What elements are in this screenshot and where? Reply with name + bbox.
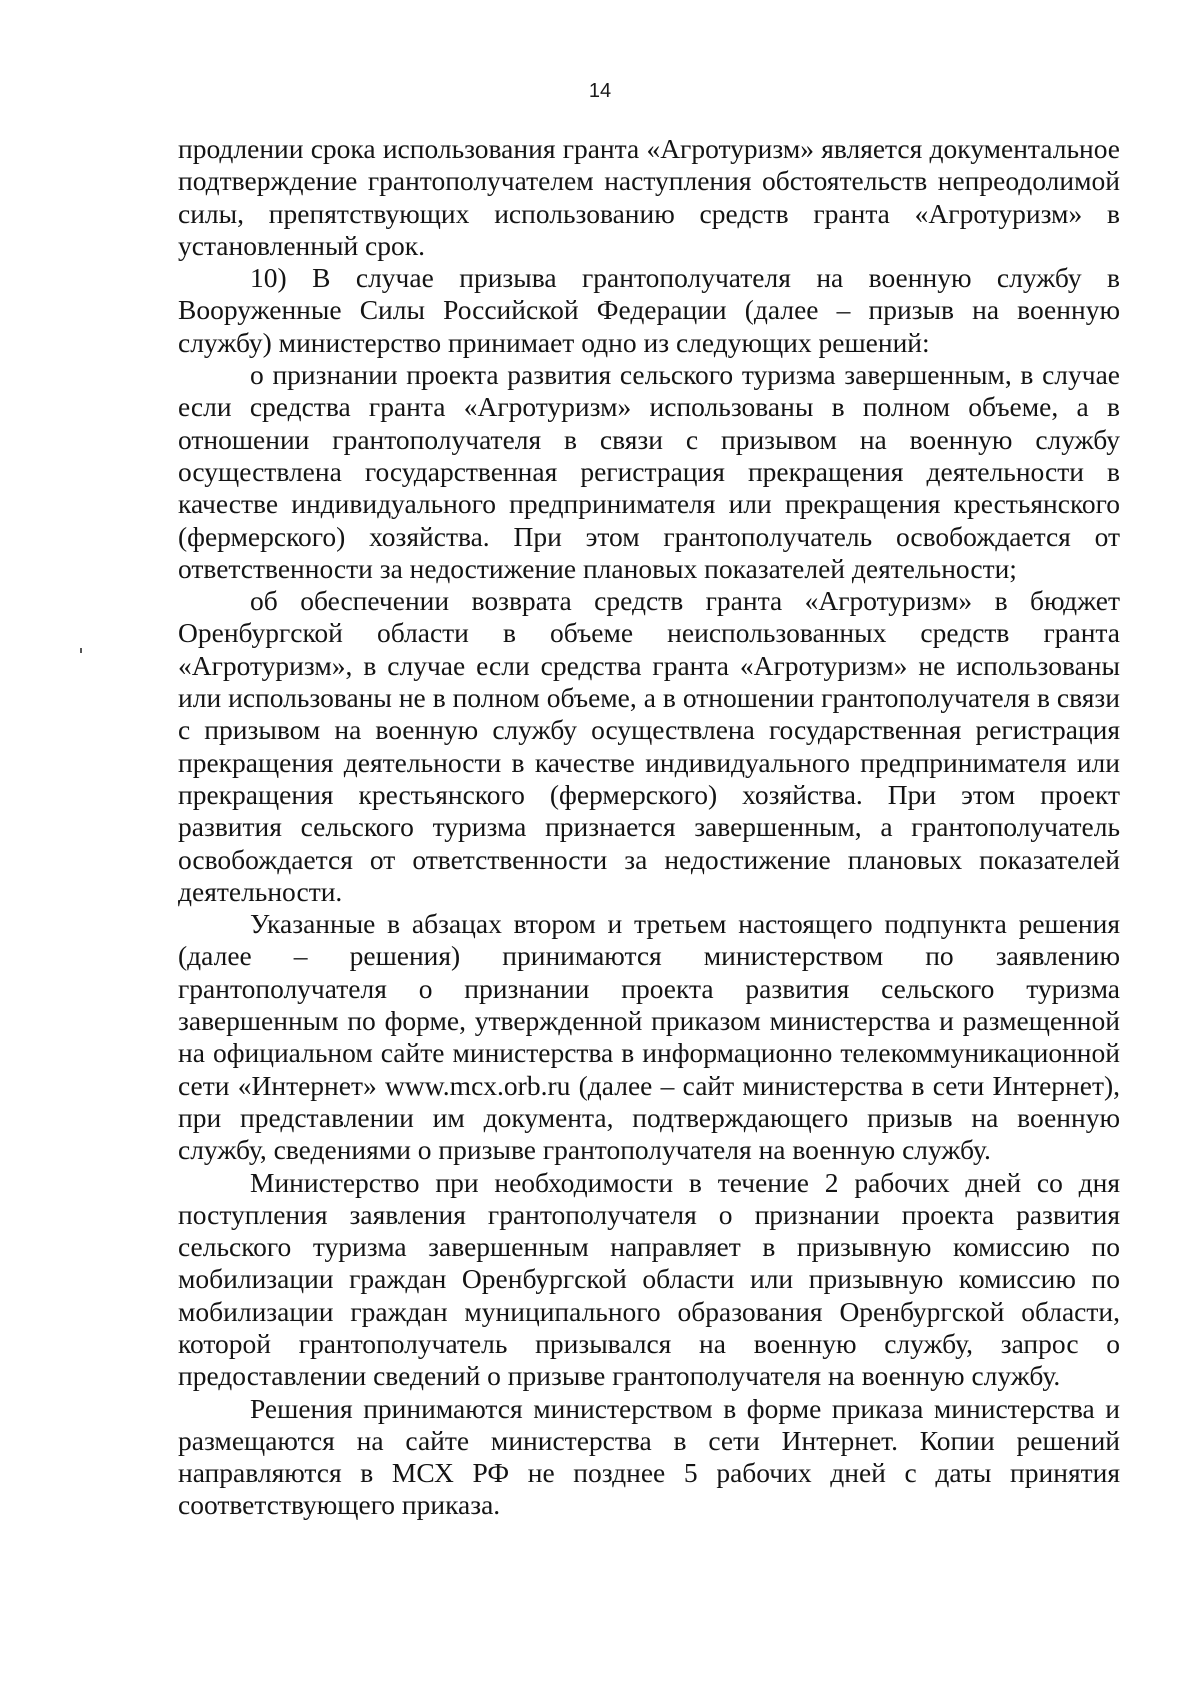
paragraph-grant-extension: продлении срока использования гранта «Агротуризм» является документальное подтверждение грантополучателем наступления обстоятельств непреодолимой силы, препятствующих использованию средств гранта «Агротуризм» в установленный срок. bbox=[178, 133, 1120, 261]
page-number: 14 bbox=[588, 80, 612, 102]
paragraph-decision-completed: о признании проекта развития сельского туризма завершенным, в случае если средства гранта «Агротуризм» использованы в полном объеме, а в отношении грантополучателя в связи с призывом на военную службу осуществлена государственная регистрация прекращения деятельности в качестве индивидуального предпринимателя или прекращения крестьянского (фермерского) хозяйства. При этом грантополучатель освобождается от ответственности за недостижение плановых показателей деятельности; bbox=[178, 359, 1120, 584]
paragraph-item-10: 10) В случае призыва грантополучателя на военную службу в Вооруженные Силы Российской Федерации (далее – призыв на военную службу) министерство принимает одно из следующих решений: bbox=[178, 262, 1120, 358]
paragraph-decisions-publication: Решения принимаются министерством в форме приказа министерства и размещаются на сайте министерства в сети Интернет. Копии решений направляются в МСХ РФ не позднее 5 рабочих дней с даты принятия соответствующего приказа. bbox=[178, 1392, 1120, 1521]
document-body bbox=[178, 133, 1120, 1522]
paragraph-decisions-procedure: Указанные в абзацах втором и третьем настоящего подпункта решения (далее – решения) принимаются министерством по заявлению грантополучателя о признании проекта развития сельского туризма завершенным по форме, утвержденной приказом министерства и размещенной на официальном сайте министерства в информационно телекоммуникационной сети «Интернет» www.mcx.orb.ru (далее – сайт министерства в сети Интернет), при представлении им документа, подтверждающего призыв на военную службу, сведениями о призыве грантополучателя на военную службу. bbox=[178, 908, 1120, 1166]
scan-speck bbox=[80, 648, 82, 653]
paragraph-ministry-request: Министерство при необходимости в течение 2 рабочих дней со дня поступления заявления грантополучателя о признании проекта развития сельского туризма завершенным направляет в призывную комиссию по мобилизации граждан Оренбургской области или призывную комиссию по мобилизации граждан муниципального образования Оренбургской области, которой грантополучатель призывался на военную службу, запрос о предоставлении сведений о призыве грантополучателя на военную службу. bbox=[178, 1166, 1120, 1392]
paragraph-decision-refund: об обеспечении возврата средств гранта «Агротуризм» в бюджет Оренбургской области в объеме неиспользованных средств гранта «Агротуризм», в случае если средства гранта «Агротуризм» не использованы или использованы не в полном объеме, а в отношении грантополучателя в связи с призывом на военную службу осуществлена государственная регистрация прекращения деятельности в качестве индивидуального предпринимателя или прекращения крестьянского (фермерского) хозяйства. При этом проект развития сельского туризма признается завершенным, а грантополучатель освобождается от ответственности за недостижение плановых показателей деятельности. bbox=[178, 585, 1120, 907]
